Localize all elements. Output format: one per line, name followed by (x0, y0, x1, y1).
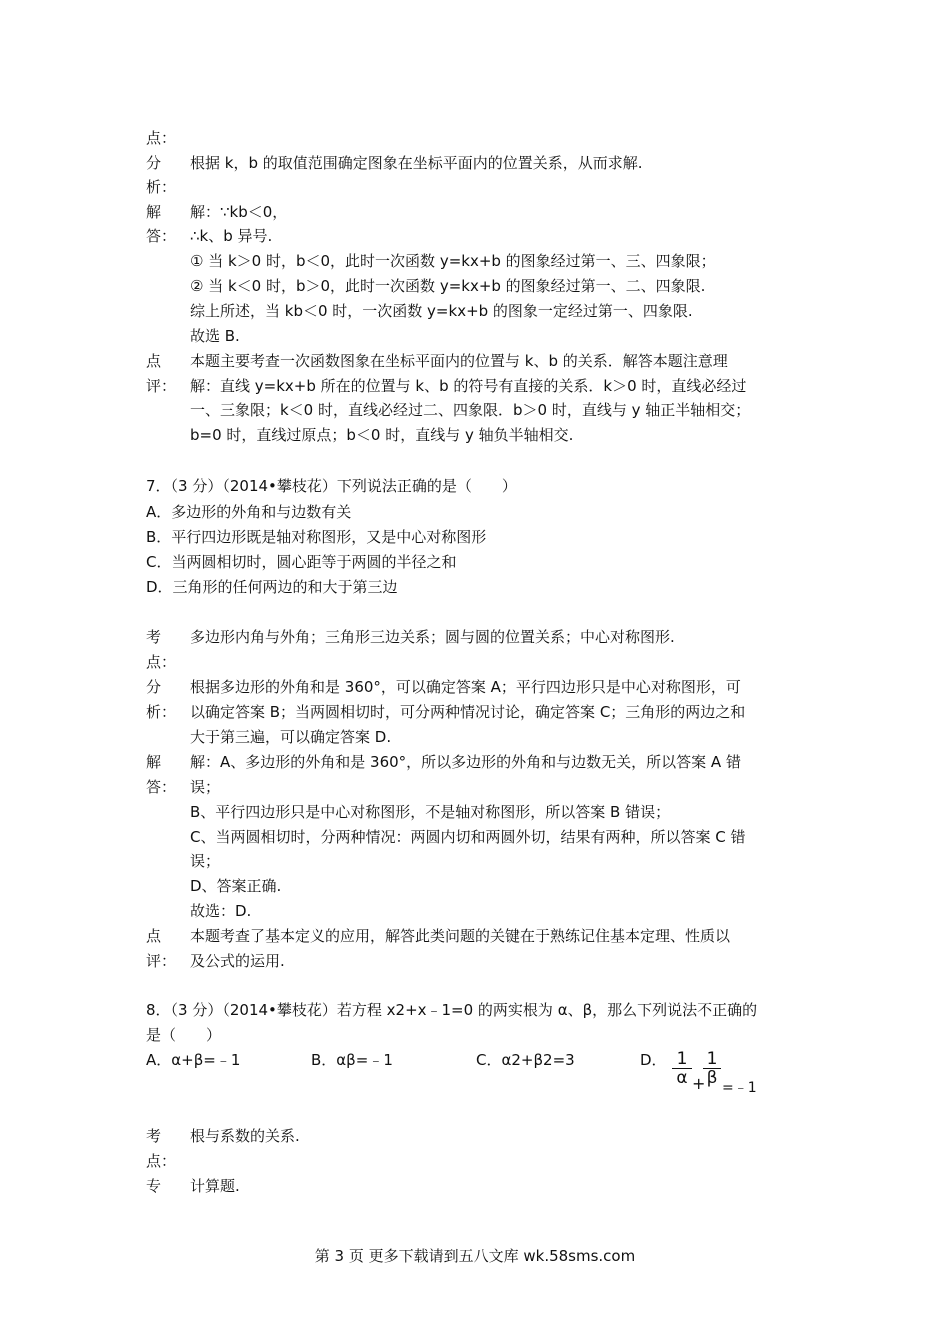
jieda-line: 综上所述，当 kb＜0 时，一次函数 y=kx+b 的图象一定经过第一、四象限. (190, 302, 693, 320)
fenxi-line: 大于第三遍，可以确定答案 D. (190, 728, 392, 746)
kaodian-text: 根与系数的关系. (190, 1127, 300, 1145)
jieda-line: ∴k、b 异号. (190, 227, 273, 245)
jieda-line: 误； (190, 852, 221, 870)
jieda-line: 解：∵kb＜0， (190, 203, 288, 221)
fraction-one-over-alpha (672, 1050, 692, 1087)
fenxi-line: 以确定答案 B；当两圆相切时，可分两种情况讨论，确定答案 C；三角形的两边之和 (190, 703, 746, 721)
jieda-label-1: 解 (146, 203, 162, 221)
question-8-option-d-label: D． (640, 1051, 667, 1069)
dianping-line: 解：直线 y=kx+b 所在的位置与 k、b 的符号有直接的关系．k＞0 时，直线必经过 (190, 377, 747, 395)
kaodian-label-1: 考 (146, 628, 162, 646)
fenxi-label-1: 分 (146, 678, 162, 696)
kaodian-text: 多边形内角与外角；三角形三边关系；圆与圆的位置关系；中心对称图形. (190, 628, 675, 646)
dianping-line: 本题主要考查一次函数图象在坐标平面内的位置与 k、b 的关系．解答本题注意理 (190, 352, 728, 370)
question-8-stem: 8．（3 分）（2014•攀枝花）若方程 x2+x﹣1=0 的两实根为 α、β，那么下列说法不正确的 (146, 1001, 758, 1019)
question-8-option-a: A．α+β=﹣1 (146, 1051, 241, 1069)
jieda-label-1: 解 (146, 753, 162, 771)
fenxi-line: 根据多边形的外角和是 360°，可以确定答案 A；平行四边形只是中心对称图形，可 (190, 678, 741, 696)
dianping-label-2: 评： (146, 952, 177, 970)
kaodian-label-1: 考 (146, 1127, 162, 1145)
jieda-line: 误； (190, 778, 221, 796)
dianping-label-1: 点 (146, 927, 162, 945)
fraction-numerator: 1 (672, 1050, 692, 1069)
zhuanti-label: 专 (146, 1177, 162, 1195)
dianping-label-2: 评： (146, 377, 177, 395)
kaodian-label-tail: 点： (146, 129, 177, 147)
jieda-line: ① 当 k＞0 时，b＜0，此时一次函数 y=kx+b 的图象经过第一、三、四象限； (190, 252, 716, 270)
jieda-line: C、当两圆相切时，分两种情况：两圆内切和两圆外切，结果有两种，所以答案 C 错 (190, 828, 746, 846)
fraction-denominator: β (706, 1068, 718, 1088)
jieda-line: 解：A、多边形的外角和是 360°，所以多边形的外角和与边数无关，所以答案 A 错 (190, 753, 741, 771)
question-7-option-a: A．多边形的外角和与边数有关 (146, 503, 352, 521)
jieda-label-2: 答： (146, 778, 177, 796)
zhuanti-text: 计算题. (190, 1177, 240, 1195)
dianping-line: 及公式的运用. (190, 952, 285, 970)
equation-result: =﹣1 (722, 1080, 757, 1096)
question-7-stem: 7．（3 分）（2014•攀枝花）下列说法正确的是（ ） (146, 477, 517, 495)
question-7-option-d: D．三角形的任何两边的和大于第三边 (146, 578, 398, 596)
fraction-numerator: 1 (703, 1050, 721, 1069)
jieda-label-2: 答： (146, 227, 177, 245)
dianping-line: 本题考查了基本定义的应用，解答此类问题的关键在于熟练记住基本定理、性质以 (190, 927, 731, 945)
fenxi-label-2: 析： (146, 178, 177, 196)
fraction-denominator: α (676, 1068, 688, 1088)
dianping-label-1: 点 (146, 352, 162, 370)
jieda-line: 故选 B. (190, 327, 240, 345)
plus-sign: + (692, 1074, 706, 1093)
question-8-option-b: B．αβ=﹣1 (311, 1051, 393, 1069)
dianping-line: 一、三象限；k＜0 时，直线必经过二、四象限．b＞0 时，直线与 y 轴正半轴相交； (190, 401, 751, 419)
dianping-line: b=0 时，直线过原点；b＜0 时，直线与 y 轴负半轴相交. (190, 426, 574, 444)
question-8-stem-cont: 是（ ） (146, 1026, 222, 1044)
fenxi-text: 根据 k，b 的取值范围确定图象在坐标平面内的位置关系，从而求解. (190, 154, 643, 172)
jieda-line: D、答案正确. (190, 877, 282, 895)
kaodian-label-2: 点： (146, 653, 177, 671)
page-footer: 第 3 页 更多下载请到五八文库 wk.58sms.com (314, 1247, 636, 1265)
question-7-option-b: B．平行四边形既是轴对称图形，又是中心对称图形 (146, 528, 487, 546)
fenxi-label-1: 分 (146, 154, 162, 172)
jieda-line: B、平行四边形只是中心对称图形，不是轴对称图形，所以答案 B 错误； (190, 803, 671, 821)
fenxi-label-2: 析： (146, 703, 177, 721)
fraction-one-over-beta (703, 1050, 721, 1087)
jieda-line: ② 当 k＜0 时，b＞0，此时一次函数 y=kx+b 的图象经过第一、二、四象限. (190, 277, 706, 295)
question-8-option-c: C．α2+β2=3 (476, 1051, 575, 1069)
kaodian-label-2: 点： (146, 1152, 177, 1170)
jieda-line: 故选：D. (190, 902, 252, 920)
question-7-option-c: C．当两圆相切时，圆心距等于两圆的半径之和 (146, 553, 457, 571)
